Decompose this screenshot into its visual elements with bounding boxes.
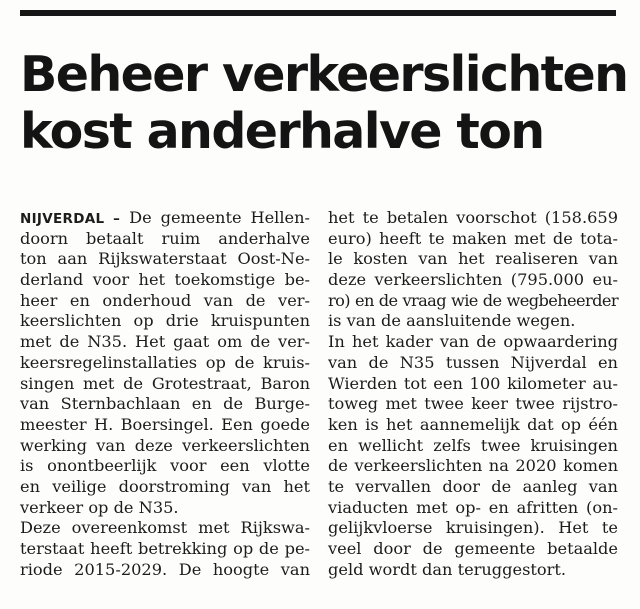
top-rule [20,10,616,16]
article-column-left [20,208,310,580]
article-line: het te betalen voorschot (158.659 [328,208,618,227]
article-line: van Sternbachlaan en de Burge- [20,394,310,414]
article-line: derland voor het toekomstige be- [20,270,310,290]
article-line: singen met de Grotestraat, Baron [20,373,310,393]
article-line: le kosten van het realiseren van [328,249,618,269]
article-line: met de N35. Het gaat om de ver- [20,332,310,352]
article-line: ton aan Rijkswaterstaat Oost-Ne- [20,249,310,269]
article-line: is onontbeerlijk voor een vlotte [20,456,310,476]
article-line: viaducten met op- en afritten (on- [328,497,618,517]
article-line [20,208,310,229]
article-line-text: De gemeente Hellen- [129,208,310,227]
headline [20,46,628,160]
article-line: Wierden tot een 100 kilometer au- [328,373,618,393]
article-line: veel door de gemeente betaalde [328,539,618,558]
article-line: meester H. Boersingel. Een goede [20,414,310,434]
article-line: is van de aansluitende wegen. [328,311,576,331]
article-line: verkeer op de N35. [20,497,179,517]
article-line: keerslichten op drie kruispunten [20,311,310,331]
article-line: werking van deze verkeerslichten [20,435,310,455]
article-line: deze verkeerslichten (795.000 eu- [328,270,618,290]
article-line: van de N35 tussen Nijverdal en [328,352,618,372]
article-line: en wellicht zelfs twee kruisingen [328,435,618,455]
article-line: gelijkvloerse kruisingen). Het te [328,518,618,538]
article-line: Deze overeenkomst met Rijkswa- [20,518,310,538]
article-line: keersregelinstallaties op de kruis- [20,352,310,372]
article-line: In het kader van de opwaardering [328,332,618,352]
article-line: heer en onderhoud van de ver- [20,290,310,310]
article-line: doorn betaalt ruim anderhalve [20,228,310,248]
headline-line-1: Beheer verkeerslichten [20,46,628,103]
article-line: de verkeerslichten na 2020 komen [328,456,618,476]
article-column-right [328,208,618,580]
headline-line-2: kost anderhalve ton [20,103,544,160]
article-line: te vervallen door de aanleg van [328,476,618,496]
article-line: terstaat heeft betrekking op de pe- [20,539,310,558]
article-line: toweg met twee keer twee rijstro- [328,394,618,414]
article-line: ken is het aannemelijk dat op één [328,414,618,434]
article-line: riode 2015-2029. De hoogte van [20,559,310,579]
article-line: ro) en de vraag wie de wegbeheerder [328,290,618,310]
dateline: NIJVERDAL – [20,211,121,227]
article-line: en veilige doorstroming van het [20,476,310,496]
article-line: geld wordt dan teruggestort. [328,559,567,579]
article-line: euro) heeft te maken met de tota- [328,228,618,248]
